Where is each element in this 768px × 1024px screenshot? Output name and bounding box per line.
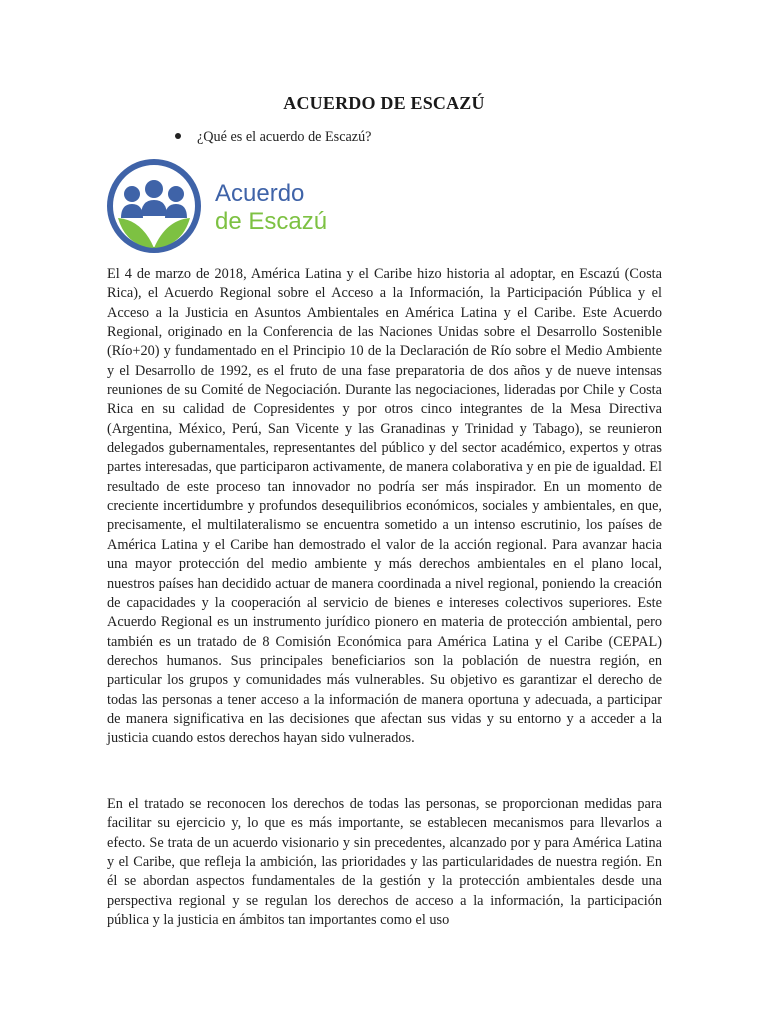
bullet-item (175, 129, 371, 146)
person-icon-right (168, 186, 184, 202)
document-title: ACUERDO DE ESCAZÚ (283, 93, 485, 113)
paragraph-2: En el tratado se reconocen los derechos de todas las personas, se proporcionan medidas para facilitar su ejercicio y, lo que es más importante, se establecen mecanismos para llevarlos a efecto. Se trata de un acuerdo visionario y sin precedentes, alcanzado por y para América Latina y el Caribe, que refleja la ambición, las prioridades y las particularidades de nuestra región. En él se abordan aspectos fundamentales de la gestión y la protección ambientales desde una perspectiva regional y se regulan los derechos de acceso a la información, la participación pública y la justicia en ámbitos tan importantes como el uso (107, 796, 662, 929)
logo-text-line2: de Escazú (215, 208, 328, 235)
person-body-left (121, 204, 143, 218)
acuerdo-escazu-logo (104, 156, 340, 256)
bullet-text: ¿Qué es el acuerdo de Escazú? (197, 129, 372, 145)
logo-text-line1: Acuerdo (215, 180, 305, 207)
person-icon-left (124, 186, 140, 202)
person-icon-center (145, 180, 163, 198)
person-body-right (165, 204, 187, 218)
paragraph-1: El 4 de marzo de 2018, América Latina y el Caribe hizo historia al adoptar, en Escazú (Costa Rica), el Acuerdo Regional sobre el Acceso a la Información, la Participación Pública y el Acceso a la Justicia en Asuntos Ambientales en América Latina y el Caribe. Este Acuerdo Regional, originado en la Conferencia de las Naciones Unidas sobre el Desarrollo Sostenible (Río+20) y fundamentado en el Principio 10 de la Declaración de Río sobre el Medio Ambiente y el Desarrollo de 1992, es el fruto de una fase preparatoria de dos años y de nueve intensas reuniones de su Comité de Negociación. Durante las negociaciones, lideradas por Chile y Costa Rica en su calidad de Copresidentes y por otros cinco integrantes de la Mesa Directiva (Argentina, México, Perú, San Vicente y las Granadinas y Trinidad y Tabago), se reunieron delegados gubernamentales, representantes del público y del sector académico, expertos y otras partes interesadas, que participaron activamente, de manera colaborativa y en pie de igualdad. El resultado de este proceso tan innovador no podría ser más inspirador. En un momento de creciente incertidumbre y profundos desequilibrios económicos, sociales y ambientales, en que, precisamente, el multilateralismo se encuentra sometido a un intenso escrutinio, los países de América Latina y el Caribe han demostrado el valor de la acción regional. Para avanzar hacia una mayor protección del medio ambiente y más derechos ambientales en el plano local, nuestros países han decidido actuar de manera coordinada a nivel regional, poniendo la creación de capacidades y la cooperación al servicio de bienes e intereses colectivos superiores. Este Acuerdo Regional es un instrumento jurídico pionero en materia de protección ambiental, pero también es un tratado de 8 Comisión Económica para América Latina y el Caribe (CEPAL) derechos humanos. Sus principales beneficiarios son la población de nuestra región, en particular los grupos y comunidades más vulnerables. Su objetivo es garantizar el derecho de todas las personas a tener acceso a la información de manera oportuna y adecuada, a participar de manera significativa en las decisiones que afectan sus vidas y su entorno y a acceder a la justicia cuando estos derechos hayan sido vulnerados. (107, 266, 662, 747)
person-body-center (141, 200, 167, 216)
bullet-icon (175, 133, 181, 139)
